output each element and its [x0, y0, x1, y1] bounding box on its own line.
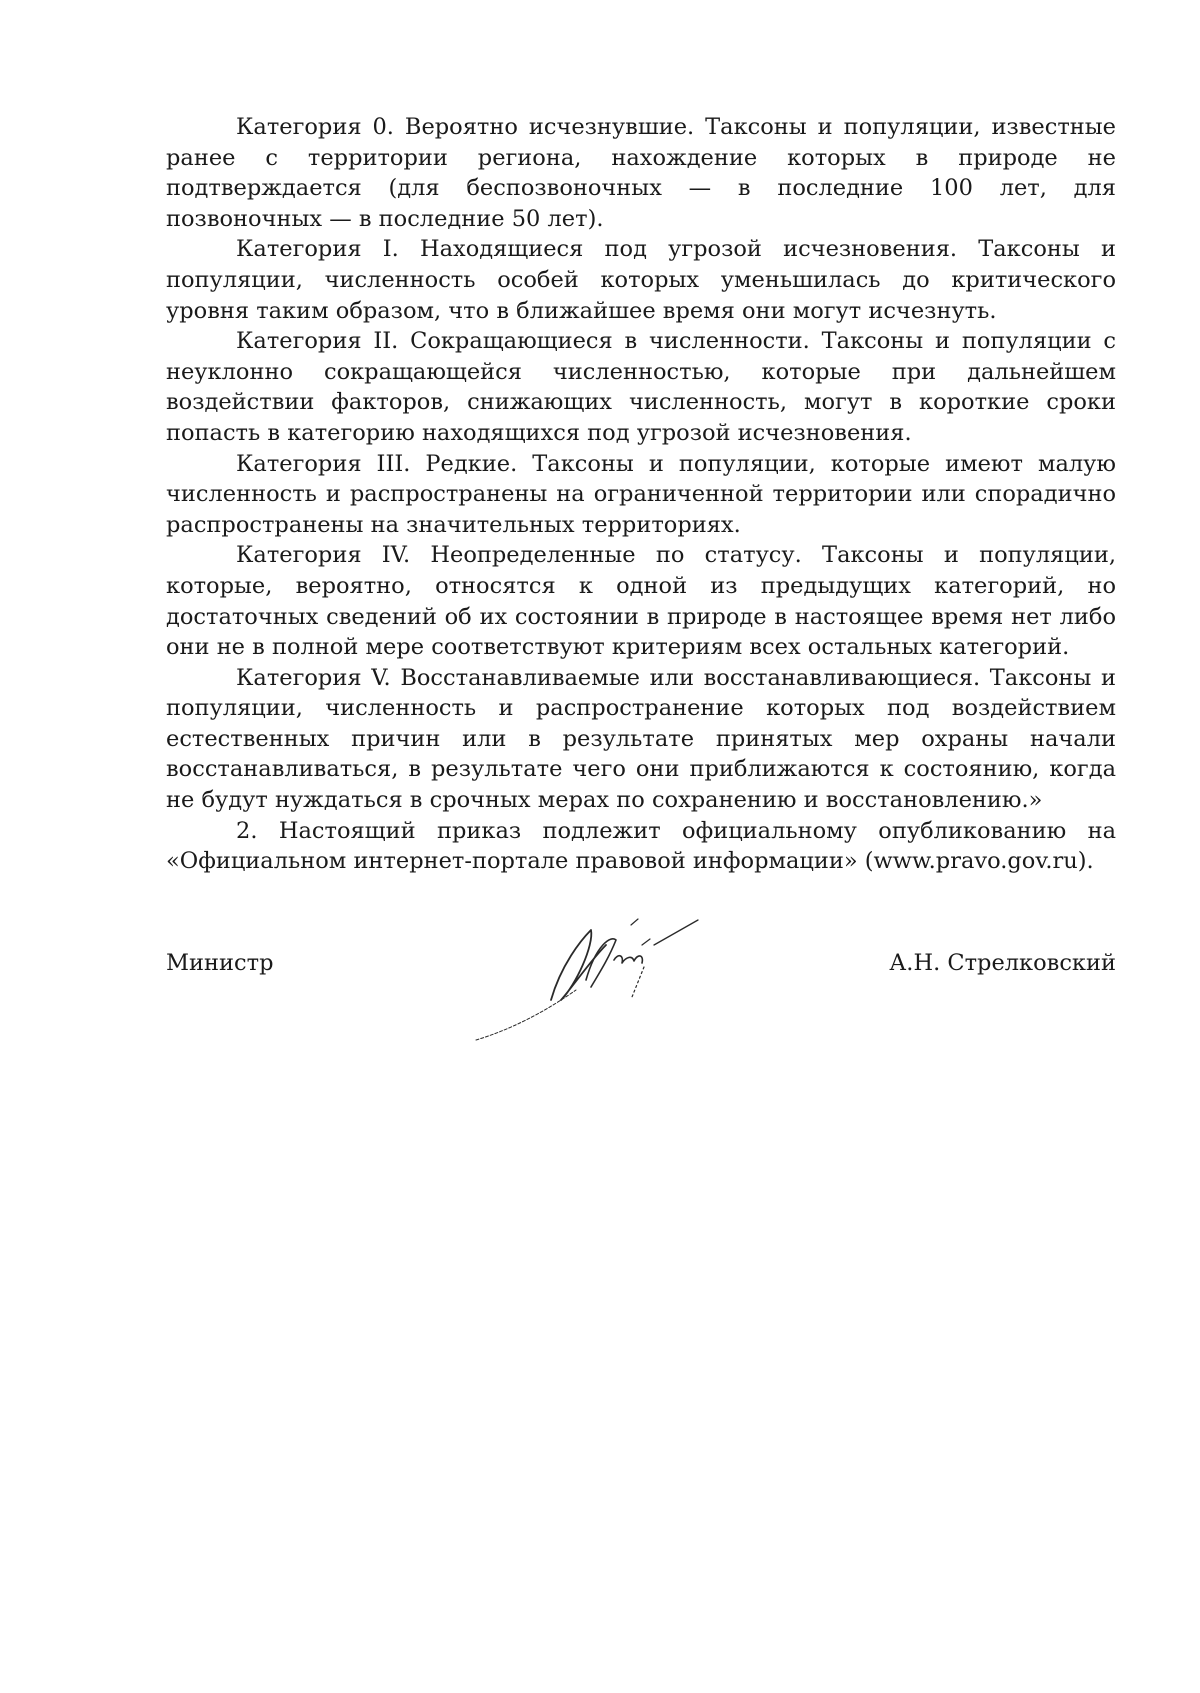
signature-block: [166, 950, 1116, 990]
signatory-name: А.Н. Стрелковский: [889, 950, 1116, 976]
paragraph-category-1: Категория I. Находящиеся под угрозой исчезновения. Таксоны и популяции, численность особей которых уменьшилась до критического уровня таким образом, что в ближайшее время они могут исчезнуть.: [166, 236, 1116, 324]
document-body: [166, 112, 1116, 877]
paragraph-category-3: Категория III. Редкие. Таксоны и популяции, которые имеют малую численность и распространены на ограниченной территории или спорадично распространены на значительных территориях.: [166, 450, 1116, 538]
paragraph-category-2: Категория II. Сокращающиеся в численности. Таксоны и популяции с неуклонно сокращающейся численностью, которые при дальнейшем воздействии факторов, снижающих численность, могут в короткие сроки попасть в категорию находящихся под угрозой исчезновения.: [166, 328, 1116, 446]
paragraph-category-0: Категория 0. Вероятно исчезнувшие. Таксоны и популяции, известные ранее с территории региона, нахождение которых в природе не подтверждается (для беспозвоночных — в последние 100 лет, для позвоночных — в последние 50 лет).: [166, 114, 1116, 232]
signatory-title: Министр: [166, 950, 274, 976]
handwritten-signature: [466, 905, 726, 1055]
paragraph-category-5: Категория V. Восстанавливаемые или восстанавливающиеся. Таксоны и популяции, численность и распространение которых под воздействием естественных причин или в результате принятых мер охраны начали восстанавливаться, в результате чего они приближаются к состоянию, когда не будут нуждаться в срочных мерах по сохранению и восстановлению.»: [166, 664, 1116, 814]
paragraph-category-4: Категория IV. Неопределенные по статусу. Таксоны и популяции, которые, вероятно, относятся к одной из предыдущих категорий, но достаточных сведений об их состоянии в природе в настоящее время нет либо они не в полной мере соответствуют критериям всех остальных категорий.: [166, 542, 1116, 661]
paragraph-publication: 2. Настоящий приказ подлежит официальному опубликованию на «Официальном интернет-портале правовой информации» (www.pravo.gov.ru).: [166, 817, 1116, 875]
